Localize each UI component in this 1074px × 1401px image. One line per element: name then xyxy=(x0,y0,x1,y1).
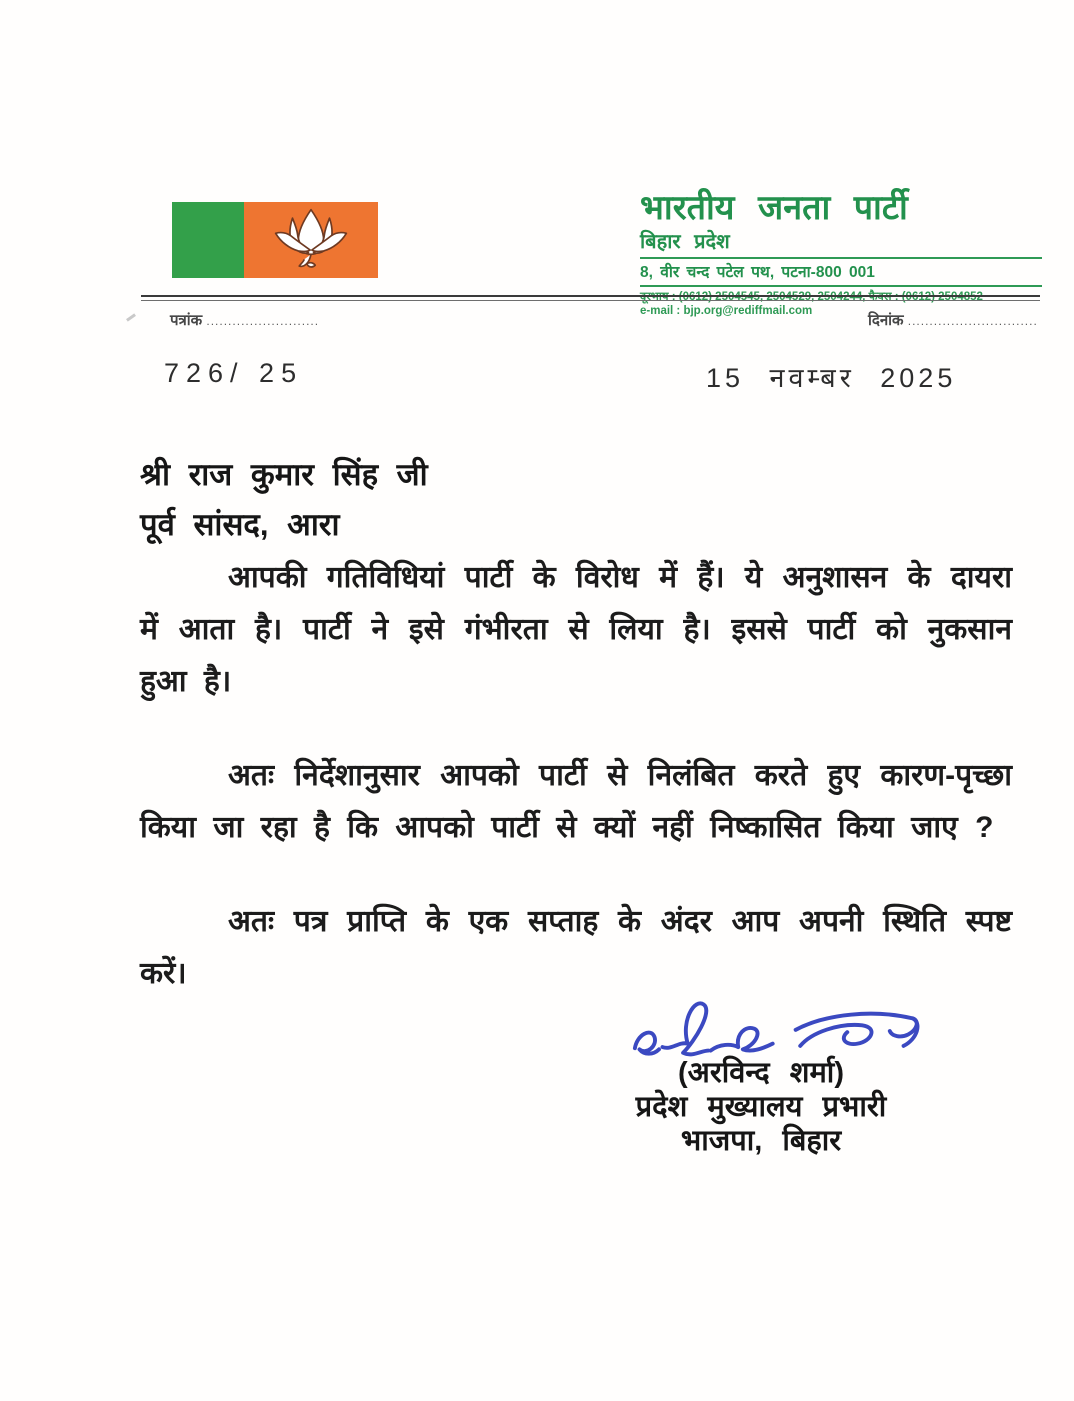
ref-label-text: पत्रांक xyxy=(170,312,203,329)
email-line: e-mail : bjp.org@rediffmail.com xyxy=(640,305,813,317)
party-name: भारतीय जनता पार्टी xyxy=(640,189,908,227)
recipient-designation: पूर्व सांसद, आरा xyxy=(140,507,340,542)
green-rule xyxy=(640,285,1042,287)
phone-fax-line: दूरभाष : (0612) 2504545, 2504529, 2504244, फैक्स : (0612) 2504852 xyxy=(640,291,983,303)
flag-saffron-band xyxy=(244,202,378,278)
region-name: बिहार प्रदेश xyxy=(640,231,730,253)
letter-body xyxy=(140,552,1012,1042)
recipient-block xyxy=(140,450,428,550)
date-dotted-line: .............................. xyxy=(907,314,1038,328)
bjp-flag-logo xyxy=(172,202,378,278)
body-paragraph: आपकी गतिविधियां पार्टी के विरोध में हैं। ये अनुशासन के दायरा में आता है। पार्टी ने इसे गंभीरता से लिया है। इससे पार्टी को नुकसान हुआ है। xyxy=(140,561,1012,698)
green-rule xyxy=(640,257,1042,259)
signatory-org: भाजपा, बिहार xyxy=(680,1125,842,1157)
separator-line xyxy=(141,295,1040,301)
letter-date: 15 नवम्बर 2025 xyxy=(706,363,957,393)
scan-artifact xyxy=(126,313,136,321)
ref-number-label xyxy=(170,310,319,330)
bjp-lotus-icon xyxy=(268,208,354,272)
date-label xyxy=(868,310,1038,330)
body-paragraph: अतः पत्र प्राप्ति के एक सप्ताह के अंदर आप अपनी स्थिति स्पष्ट करें। xyxy=(140,905,1012,990)
date-label-text: दिनांक xyxy=(868,312,904,329)
signature-block xyxy=(561,1056,961,1158)
recipient-name: श्री राज कुमार सिंह जी xyxy=(140,457,428,492)
letter-number: 726/ 25 xyxy=(164,358,304,388)
signatory-name: (अरविन्द शर्मा) xyxy=(678,1057,844,1089)
hq-address: 8, वीर चन्द पटेल पथ, पटना-800 001 xyxy=(640,264,875,281)
signatory-title: प्रदेश मुख्यालय प्रभारी xyxy=(635,1091,887,1123)
body-paragraph: अतः निर्देशानुसार आपको पार्टी से निलंबित करते हुए कारण-पृच्छा किया जा रहा है कि आपको पार्टी से क्यों नहीं निष्कासित किया जाए ? xyxy=(140,759,1012,844)
flag-green-band xyxy=(172,202,244,278)
ref-dotted-line: .......................... xyxy=(206,314,320,328)
